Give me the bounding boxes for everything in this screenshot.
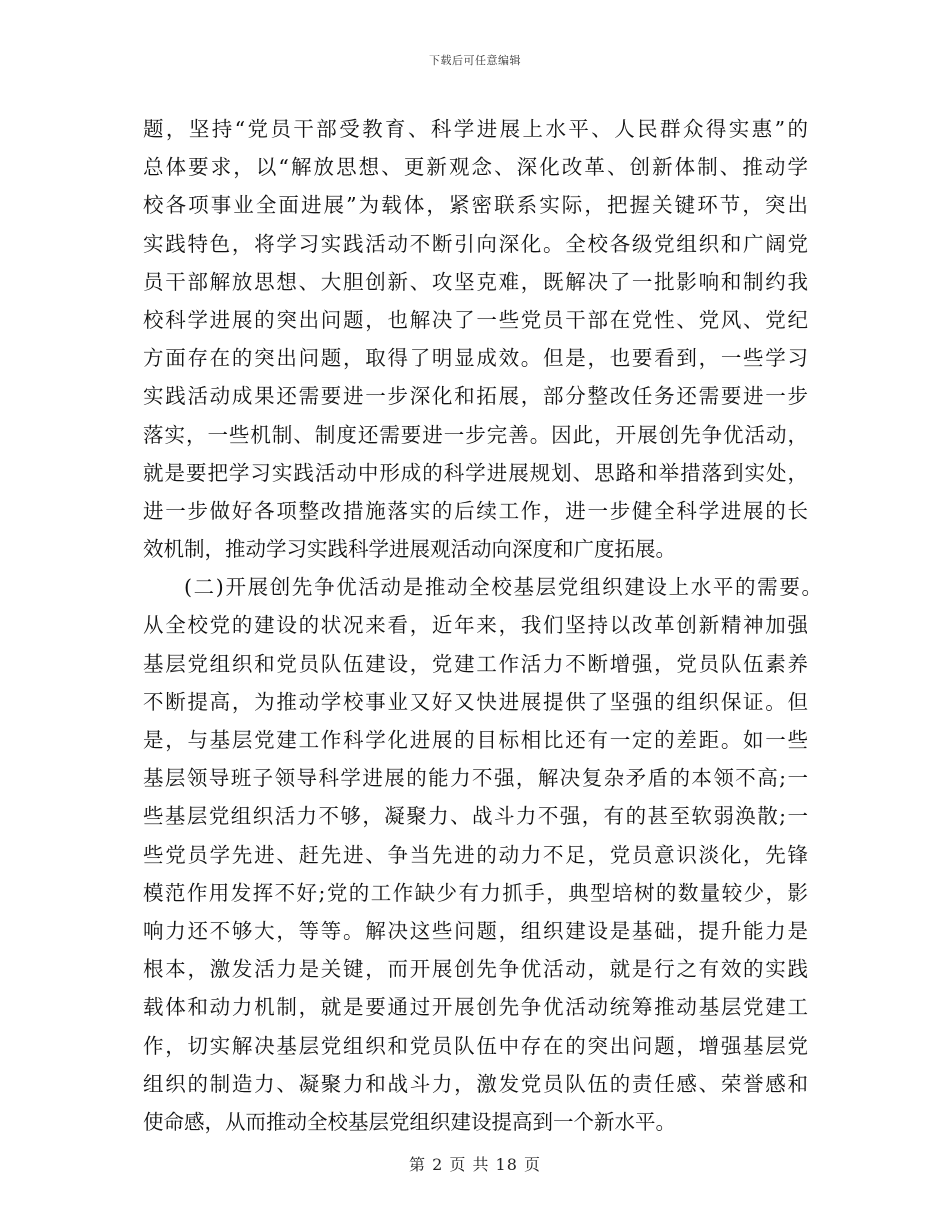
text-line: 就是要把学习实践活动中形成的科学进展规划、思路和举措落到实处， [143,460,808,485]
text-line: 从全校党的建设的状况来看，近年来，我们坚持以改革创新精神加强 [143,613,808,638]
text-line: 基层党组织和党员队伍建设，党建工作活力不断增强，党员队伍素养 [143,651,808,676]
text-line: 方面存在的突出问题，取得了明显成效。但是，也要看到，一些学习 [143,346,808,371]
text-line: 些党员学先进、赶先进、争当先进的动力不足，党员意识淡化，先锋 [143,842,808,867]
text-line: 校科学进展的突出问题，也解决了一些党员干部在党性、党风、党纪 [143,307,808,332]
page-number-footer: 第 2 页 共 18 页 [409,1155,541,1174]
text-line: 作，切实解决基层党组织和党员队伍中存在的突出问题，增强基层党 [143,1033,808,1058]
text-line: 载体和动力机制，就是要通过开展创先争优活动统筹推动基层党建工 [143,995,808,1020]
text-line: 些基层党组织活力不够，凝聚力、战斗力不强，有的甚至软弱涣散;一 [143,804,808,829]
document-body [143,110,822,1141]
text-line: 根本，激发活力是关键，而开展创先争优活动，就是行之有效的实践 [143,957,808,982]
text-line: 实践活动成果还需要进一步深化和拓展，部分整改任务还需要进一步 [143,384,808,409]
text-line: 落实，一些机制、制度还需要进一步完善。因此，开展创先争优活动， [143,422,808,447]
text-line: 是，与基层党建工作科学化进展的目标相比还有一定的差距。如一些 [143,728,808,752]
text-line: 基层领导班子领导科学进展的能力不强，解决复杂矛盾的本领不高;一 [143,766,808,791]
page-header: 下载后可任意编辑 [429,54,521,67]
text-line: 模范作用发挥不好;党的工作缺少有力抓手，典型培树的数量较少，影 [143,880,808,905]
paragraph-1 [143,110,808,568]
text-line: 进一步做好各项整改措施落实的后续工作，进一步健全科学进展的长 [143,498,808,523]
text-line: 校各项事业全面进展”为载体，紧密联系实际，把握关键环节，突出 [143,193,808,218]
text-line: 实践特色，将学习实践活动不断引向深化。全校各级党组织和广阔党 [143,231,808,256]
text-line: 题，坚持“党员干部受教育、科学进展上水平、人民群众得实惠”的 [143,117,808,141]
text-line: 响力还不够大，等等。解决这些问题，组织建设是基础，提升能力是 [143,918,808,943]
text-line: 总体要求，以“解放思想、更新观念、深化改革、创新体制、推动学 [143,155,808,180]
text-line: 效机制，推动学习实践科学进展观活动向深度和广度拓展。 [143,537,676,562]
text-line: 组织的制造力、凝聚力和战斗力，激发党员队伍的责任感、荣誉感和 [143,1071,808,1096]
text-line: 员干部解放思想、大胆创新、攻坚克难，既解决了一批影响和制约我 [143,269,808,294]
text-line: 不断提高，为推动学校事业又好又快进展提供了坚强的组织保证。但 [143,689,808,714]
paragraph-2 [143,568,822,1141]
text-line: 使命感，从而推动全校基层党组织建设提高到一个新水平。 [143,1109,676,1134]
text-line: (二)开展创先争优活动是推动全校基层党组织建设上水平的需要。 [184,575,822,600]
